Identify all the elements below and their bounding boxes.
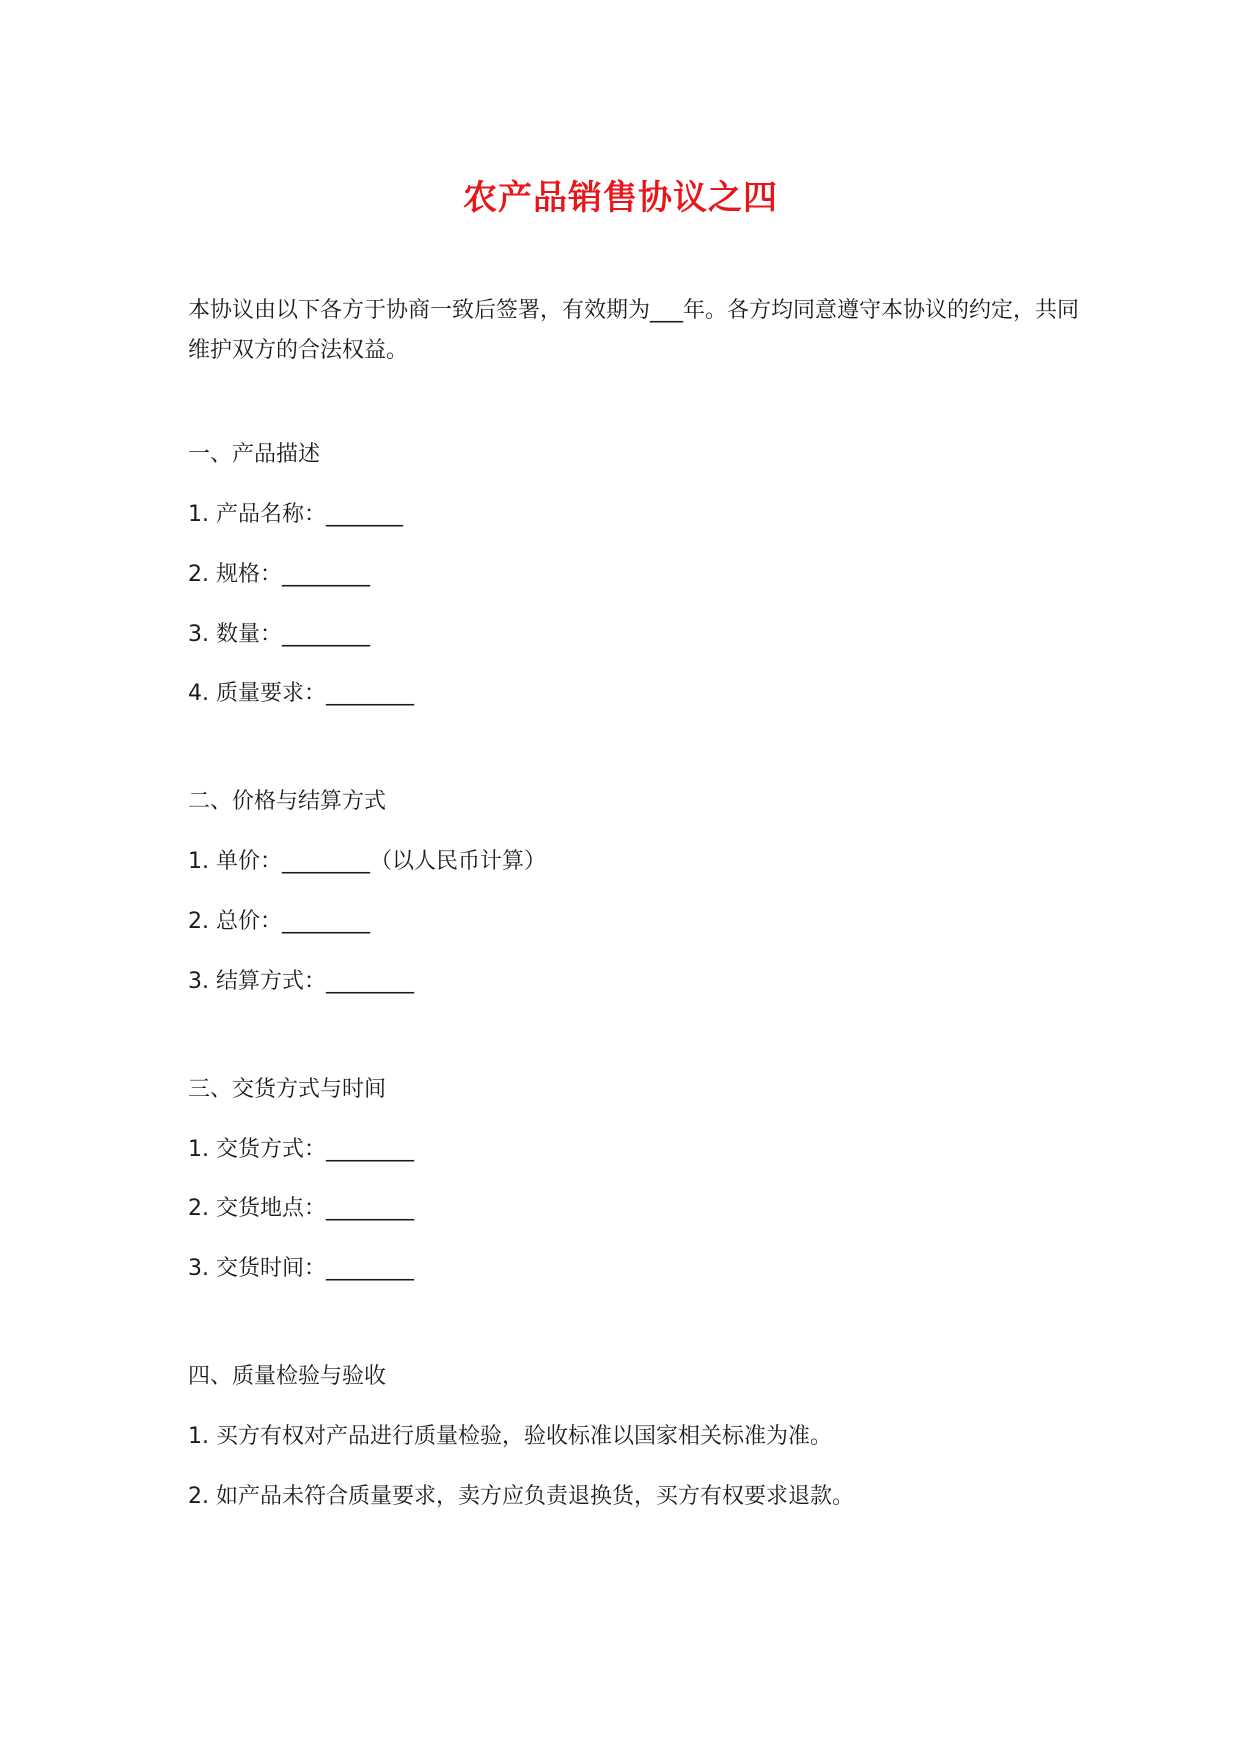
list-item-unit-price: 1. 单价：________（以人民币计算）	[188, 849, 546, 874]
list-item-specification: 2. 规格：________	[188, 562, 370, 587]
list-item-delivery-location: 2. 交货地点：________	[188, 1196, 414, 1221]
list-item-delivery-method: 1. 交货方式：________	[188, 1137, 414, 1162]
list-item-quality-requirement: 4. 质量要求：________	[188, 681, 414, 706]
section-heading-product-description: 一、产品描述	[188, 442, 321, 467]
list-item-inspection-right: 1. 买方有权对产品进行质量检验，验收标准以国家相关标准为准。	[188, 1424, 832, 1449]
list-item-total-price: 2. 总价：________	[188, 909, 370, 934]
list-item-delivery-time: 3. 交货时间：________	[188, 1256, 414, 1281]
list-item-quantity: 3. 数量：________	[188, 622, 370, 647]
section-heading-price-settlement: 二、价格与结算方式	[188, 789, 387, 814]
list-item-product-name: 1. 产品名称：_______	[188, 502, 403, 527]
section-heading-quality-inspection: 四、质量检验与验收	[188, 1364, 387, 1389]
document-title: 农产品销售协议之四	[463, 178, 778, 218]
intro-paragraph: 本协议由以下各方于协商一致后签署，有效期为___年。各方均同意遵守本协议的约定，共同维护双方的合法权益。	[188, 298, 1080, 363]
list-item-return-refund: 2. 如产品未符合质量要求，卖方应负责退换货，买方有权要求退款。	[188, 1484, 854, 1509]
section-heading-delivery: 三、交货方式与时间	[188, 1077, 387, 1102]
list-item-settlement-method: 3. 结算方式：________	[188, 969, 414, 994]
